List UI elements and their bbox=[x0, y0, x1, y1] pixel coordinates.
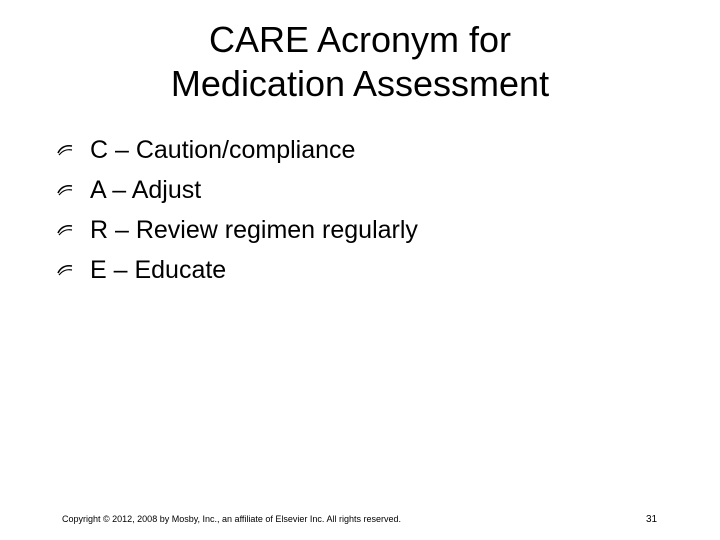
title-line-2: Medication Assessment bbox=[170, 63, 550, 104]
bullet-text: A – Adjust bbox=[90, 175, 202, 204]
swoosh-bullet-icon bbox=[56, 181, 74, 199]
page-number: 31 bbox=[646, 514, 658, 525]
bullet-list bbox=[56, 130, 418, 290]
swoosh-bullet-icon bbox=[56, 221, 74, 239]
title-line-1: CARE Acronym for bbox=[208, 19, 512, 60]
bullet-item-e bbox=[56, 250, 418, 290]
bullet-item-a bbox=[56, 170, 418, 210]
swoosh-bullet-icon bbox=[56, 141, 74, 159]
bullet-text: E – Educate bbox=[90, 255, 227, 284]
bullet-item-r bbox=[56, 210, 418, 250]
footer-copyright: Copyright © 2012, 2008 by Mosby, Inc., an affiliate of Elsevier Inc. All rights reserved. bbox=[62, 514, 401, 524]
slide-title bbox=[0, 18, 720, 106]
swoosh-bullet-icon bbox=[56, 261, 74, 279]
bullet-text: R – Review regimen regularly bbox=[90, 215, 418, 244]
bullet-item-c bbox=[56, 130, 418, 170]
bullet-text: C – Caution/compliance bbox=[90, 135, 356, 164]
